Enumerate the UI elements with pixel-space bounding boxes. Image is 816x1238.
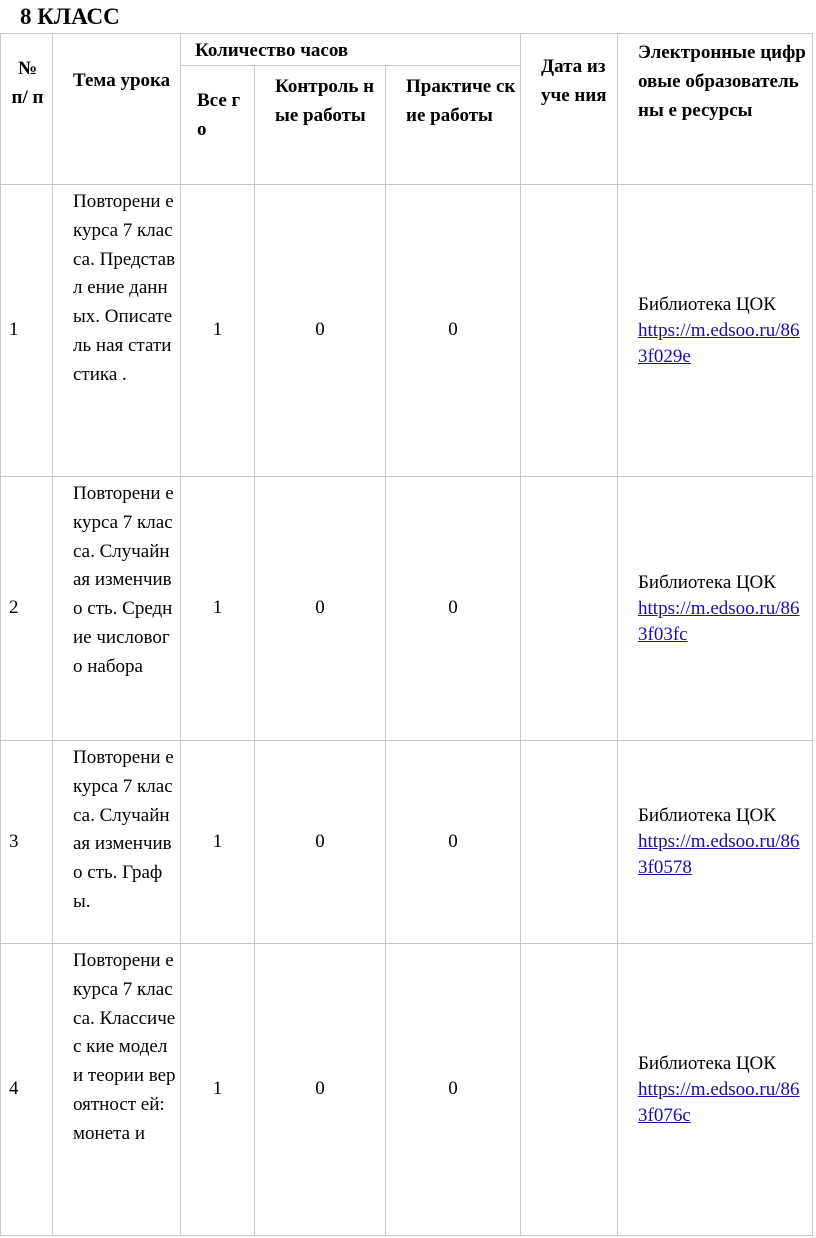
- row-number: 4: [1, 944, 53, 1236]
- row-number: 2: [1, 477, 53, 741]
- row-study-date: [521, 741, 618, 944]
- row-practical-works: 0: [386, 185, 521, 477]
- row-topic: Повторени е курса 7 класса. Случайная изменчиво сть. Графы.: [53, 741, 181, 944]
- row-control-works: 0: [255, 477, 386, 741]
- row-practical-works: 0: [386, 477, 521, 741]
- table-row: [1, 741, 813, 944]
- header-topic: Тема урока: [53, 34, 181, 185]
- header-resources: Электронные цифровые образовательны е ресурсы: [618, 34, 813, 185]
- row-number: 3: [1, 741, 53, 944]
- resource-label: Библиотека ЦОК: [638, 805, 776, 826]
- header-total: Все го: [181, 66, 255, 185]
- row-control-works: 0: [255, 185, 386, 477]
- resource-link[interactable]: https://m.edsoo.ru/863f0578: [638, 831, 800, 878]
- row-topic: Повторени е курса 7 класса. Представл ение данных. Описатель ная статистика .: [53, 185, 181, 477]
- header-date: Дата изуче ния: [521, 34, 618, 185]
- resource-label: Библиотека ЦОК: [638, 571, 776, 593]
- header-num: № п/ п: [1, 34, 53, 185]
- header-practical: Практиче ские работы: [386, 66, 521, 185]
- row-study-date: [521, 477, 618, 741]
- row-total-hours: 1: [181, 741, 255, 944]
- resource-link[interactable]: https://m.edsoo.ru/863f076c: [638, 1078, 800, 1126]
- resource-link[interactable]: https://m.edsoo.ru/863f029e: [638, 319, 800, 367]
- header-hours: Количество часов: [181, 34, 521, 66]
- row-resource: [618, 477, 813, 741]
- header-control: Контроль ные работы: [255, 66, 386, 185]
- table-row: [1, 477, 813, 741]
- row-resource: [618, 185, 813, 477]
- row-topic: Повторени е курса 7 класса. Случайная изменчиво сть. Средние числового набора: [53, 477, 181, 741]
- row-topic: Повторени е курса 7 класса. Классичес кие модели теории вероятност ей: монета и: [53, 944, 181, 1236]
- row-total-hours: 1: [181, 944, 255, 1236]
- resource-label: Библиотека ЦОК: [638, 293, 776, 315]
- table-row: [1, 944, 813, 1236]
- row-control-works: 0: [255, 944, 386, 1236]
- row-resource: [618, 944, 813, 1236]
- row-number: 1: [1, 185, 53, 477]
- row-control-works: 0: [255, 741, 386, 944]
- header-row: [1, 34, 813, 66]
- row-total-hours: 1: [181, 477, 255, 741]
- row-resource: [618, 741, 813, 944]
- row-study-date: [521, 185, 618, 477]
- row-study-date: [521, 944, 618, 1236]
- page-title: 8 КЛАСС: [20, 4, 120, 29]
- lessons-table: [0, 33, 813, 1236]
- row-practical-works: 0: [386, 944, 521, 1236]
- resource-label: Библиотека ЦОК: [638, 1052, 776, 1074]
- row-total-hours: 1: [181, 185, 255, 477]
- resource-link[interactable]: https://m.edsoo.ru/863f03fc: [638, 597, 800, 645]
- row-practical-works: 0: [386, 741, 521, 944]
- table-row: [1, 185, 813, 477]
